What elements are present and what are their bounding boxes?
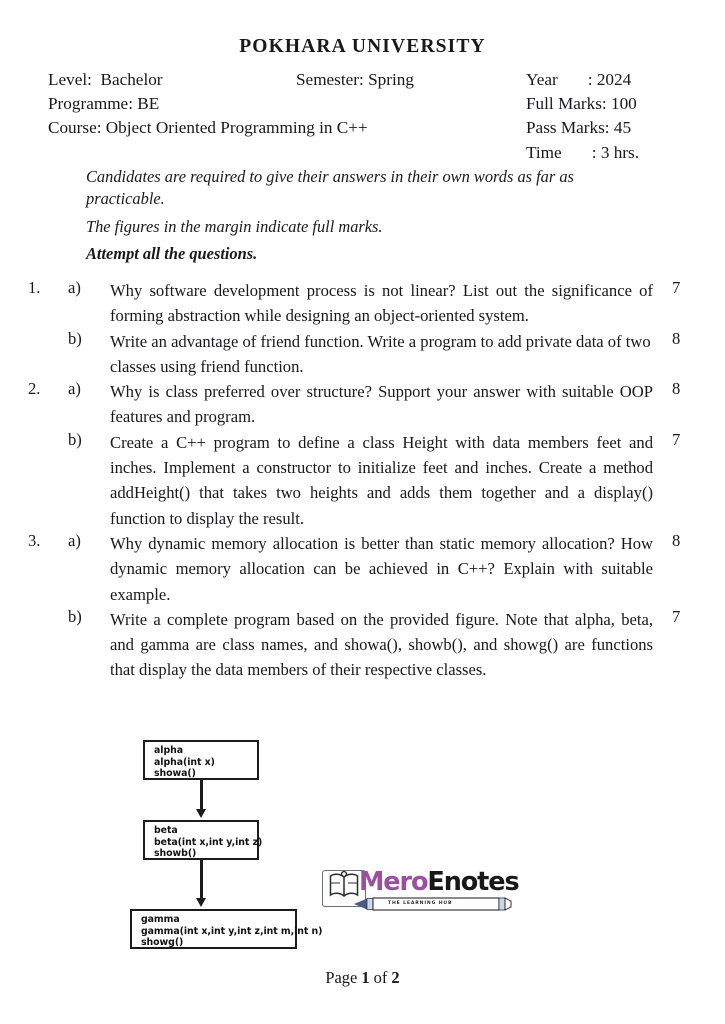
question-text: Create a C++ program to define a class Height with data members feet and inches. Implement a constructor to initialize feet and inches. Create a method addHeight() that takes two heights and adds them together and a display() function to display the result. (110, 432, 653, 528)
question-text: Write a complete program based on the provided figure. Note that alpha, beta, and gamma are class names, and showa(), showb(), and showg() are functions that display the data members of their respective classes. (110, 609, 653, 680)
class-name-beta: beta (154, 825, 178, 836)
question-sub-label: b) (68, 328, 82, 348)
question-sub-label: b) (68, 429, 82, 449)
question-item (0, 329, 725, 380)
question-marks: 8 (672, 379, 681, 399)
class-box-alpha (143, 740, 259, 780)
meroenotes-logo (322, 866, 519, 913)
class-method-showg: showg() (141, 937, 184, 949)
header-semester: Semester: Spring (296, 70, 414, 89)
question-item (0, 607, 725, 683)
class-constructor-gamma: gamma(int x,int y,int z,int m,int n) (141, 925, 323, 937)
question-sub-label: b) (68, 606, 82, 626)
question-marks: 8 (672, 530, 681, 550)
question-marks: 7 (672, 278, 681, 297)
class-hierarchy-figure (0, 728, 725, 956)
question-item (0, 379, 725, 430)
class-box-beta (143, 820, 263, 860)
question-item (0, 430, 725, 531)
header-pass-marks: Pass Marks: 45 (526, 118, 632, 138)
class-constructor-alpha: alpha(int x) (154, 756, 215, 768)
question-item (0, 531, 725, 607)
instruction-figures: The figures in the margin indicate full marks. (86, 216, 383, 236)
question-sub-label: a) (68, 530, 81, 550)
class-name-alpha: alpha (154, 745, 184, 756)
question-sub-label: a) (68, 379, 81, 399)
instruction-candidates: Candidates are required to give their answers in their own words as far as practicable. (86, 167, 574, 209)
arrow-shaft (200, 780, 203, 811)
class-name-gamma: gamma (141, 914, 180, 925)
question-text: Write an advantage of friend function. Write a program to add private data of two classes using friend function. (110, 331, 651, 376)
question-number: 1. (28, 278, 41, 297)
question-text: Why dynamic memory allocation is better than static memory allocation? How dynamic memory allocation can be achieved in C++? Explain with suitable example. (110, 533, 653, 604)
header-level: Level: Bachelor (48, 70, 163, 89)
header-course: Course: Object Oriented Programming in C++ (48, 118, 368, 138)
question-item (0, 278, 725, 329)
footer-total-pages: 2 (391, 968, 400, 987)
arrow-head-icon (196, 898, 206, 907)
page-footer (0, 968, 725, 988)
arrow-shaft (200, 860, 203, 900)
logo-word-mero: Mero (359, 867, 428, 897)
exam-instructions (86, 166, 642, 266)
open-book-icon (327, 870, 361, 900)
page-title: POKHARA UNIVERSITY (239, 36, 486, 57)
footer-current-page: 1 (361, 968, 370, 987)
questions-list (0, 278, 725, 683)
question-number: 2. (28, 379, 41, 399)
question-marks: 7 (672, 429, 681, 449)
exam-header-meta (48, 68, 695, 165)
question-marks: 7 (672, 606, 681, 626)
footer-middle: of (369, 968, 392, 987)
header-time: Time : 3 hrs. (526, 142, 640, 162)
logo-tagline: THE LEARNING HUB (388, 900, 453, 906)
header-row (48, 116, 695, 140)
question-text: Why is class preferred over structure? Support your answer with suitable OOP features and program. (110, 382, 653, 427)
class-constructor-beta: beta(int x,int y,int z) (154, 836, 263, 848)
class-method-showb: showb() (154, 848, 197, 860)
question-sub-label: a) (68, 278, 81, 297)
class-method-showa: showa() (154, 768, 196, 780)
logo-word-enotes: Enotes (427, 867, 519, 897)
logo-wordmark (359, 867, 519, 897)
header-row (48, 68, 695, 92)
header-year: Year : 2024 (526, 70, 632, 89)
footer-prefix: Page (325, 968, 362, 987)
header-full-marks: Full Marks: 100 (526, 94, 637, 114)
header-row (48, 141, 695, 165)
question-number: 3. (28, 530, 41, 550)
arrow-head-icon (196, 809, 206, 818)
class-box-gamma (130, 909, 323, 949)
question-text: Why software development process is not linear? List out the significance of forming abstraction while designing an object-oriented system. (110, 281, 653, 326)
question-marks: 8 (672, 328, 681, 348)
header-programme: Programme: BE (48, 94, 160, 114)
instruction-attempt-all: Attempt all the questions. (86, 244, 258, 264)
header-row (48, 92, 695, 116)
